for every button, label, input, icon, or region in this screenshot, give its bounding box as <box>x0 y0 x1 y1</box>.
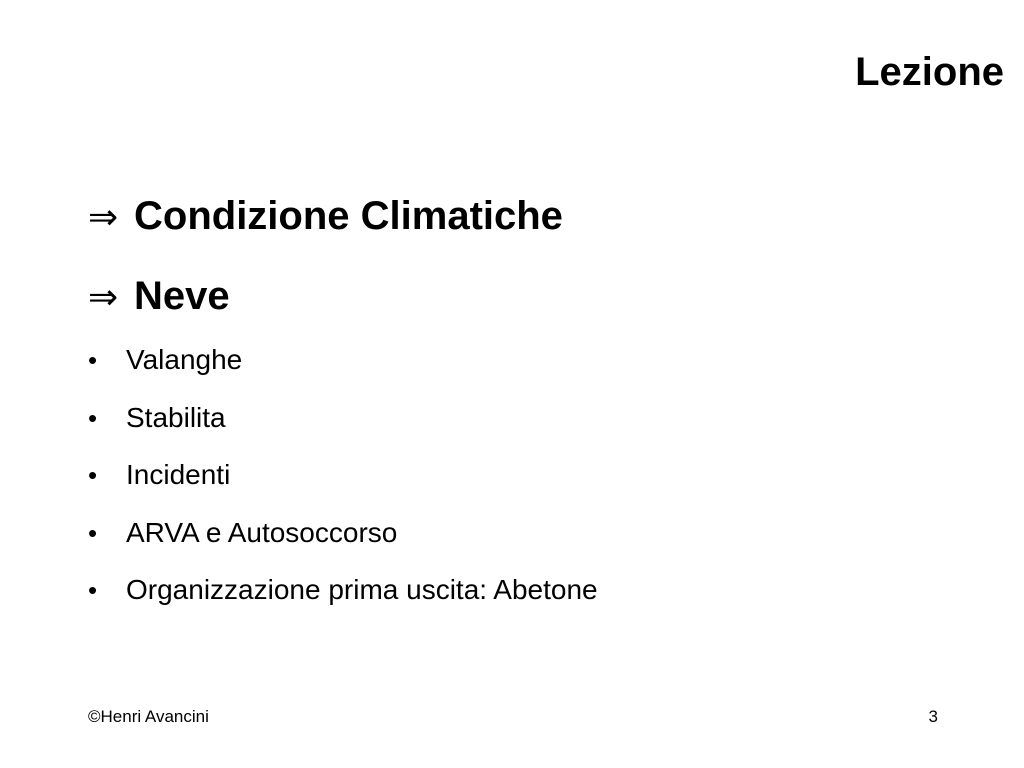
bullet-label: Incidenti <box>126 459 231 490</box>
arrow-item-label: Condizione Climatiche <box>134 194 563 238</box>
footer-copyright: ©Henri Avancini <box>88 707 209 726</box>
bullet-label: Valanghe <box>126 344 243 375</box>
slide-content <box>88 196 968 634</box>
bullet-list <box>88 346 968 634</box>
arrow-item-label: Neve <box>134 274 230 318</box>
implies-arrow-icon: ⇒ <box>88 277 119 318</box>
bullet-item-arva <box>88 516 968 577</box>
bullet-item-incidenti <box>88 461 968 519</box>
bullet-item-valanghe <box>88 346 968 404</box>
slide-title: Lezione <box>855 50 1004 94</box>
implies-arrow-icon: ⇒ <box>88 197 119 238</box>
bullet-icon: • <box>88 345 98 375</box>
footer-page-number: 3 <box>928 707 938 726</box>
bullet-icon: • <box>88 460 98 490</box>
bullet-icon: • <box>88 517 98 548</box>
bullet-label: Organizzazione prima uscita: Abetone <box>126 574 598 605</box>
arrow-item-condizione-climatiche <box>88 196 968 276</box>
bullet-icon: • <box>88 402 98 433</box>
bullet-icon: • <box>88 575 98 605</box>
bullet-label: ARVA e Autosoccorso <box>126 516 398 548</box>
bullet-item-organizzazione <box>88 576 968 634</box>
bullet-item-stabilita <box>88 401 968 462</box>
bullet-label: Stabilita <box>126 401 226 433</box>
